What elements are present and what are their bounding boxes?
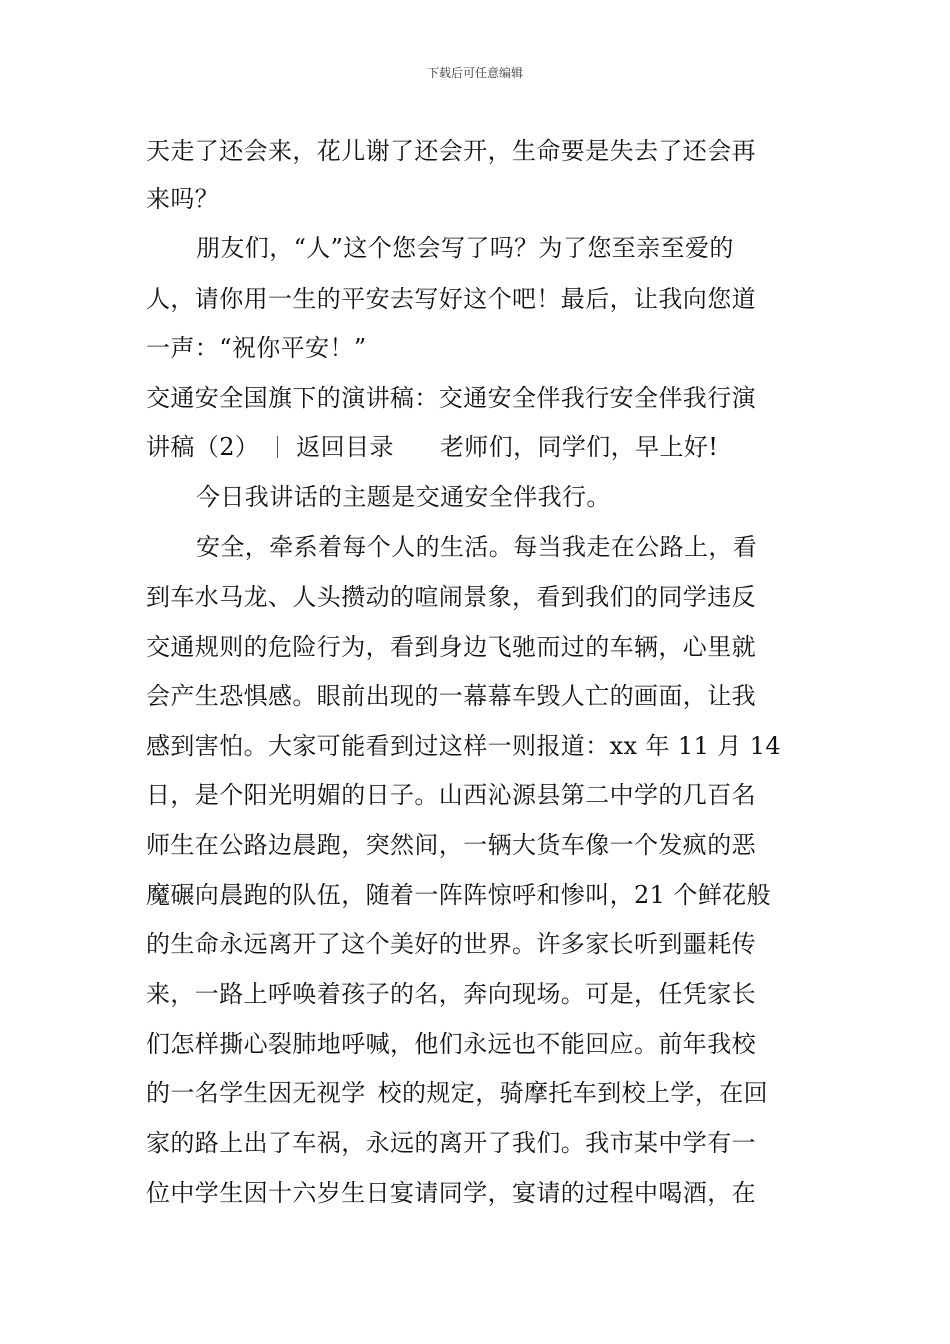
section-title-line: 交通安全国旗下的演讲稿：交通安全伴我行安全伴我行演 xyxy=(146,384,756,412)
paragraph-line: 来，一路上呼唤着孩子的名，奔向现场。可是，任凭家长 xyxy=(146,980,756,1008)
section-title-end: 讲稿（2） xyxy=(146,433,260,461)
paragraph-line: 会产生恐惧感。眼前出现的一幕幕车毁人亡的画面，让我 xyxy=(146,682,756,710)
paragraph-line: 魔碾向晨跑的队伍，随着一阵阵惊呼和惨叫，21 个鲜花般 xyxy=(146,881,771,909)
greeting: 老师们，同学们，早上好! xyxy=(439,433,719,461)
paragraph-line: 师生在公路边晨跑，突然间，一辆大货车像一个发疯的恶 xyxy=(146,831,756,859)
paragraph-line: 天走了还会来，花儿谢了还会开，生命要是失去了还会再 xyxy=(146,137,756,165)
paragraph-line: 来吗？ xyxy=(146,185,220,213)
paragraph-line: 到车水马龙、人头攒动的喧闹景象，看到我们的同学违反 xyxy=(146,583,756,611)
paragraph-line: 一声：“祝你平安！” xyxy=(146,334,367,362)
line-part: 的一名学生因无视学 xyxy=(146,1079,366,1107)
paragraph-line: 人，请你用一生的平安去写好这个吧！最后，让我向您道 xyxy=(146,285,756,313)
section-title-row xyxy=(146,432,718,462)
page-header: 下载后可任意编辑 xyxy=(426,66,523,80)
paragraph-line: 安全，牵系着每个人的生活。每当我走在公路上，看 xyxy=(196,533,758,561)
paragraph-line: 朋友们，“人”这个您会写了吗？为了您至亲至爱的 xyxy=(196,234,734,262)
paragraph-line: 日，是个阳光明媚的日子。山西沁源县第二中学的几百名 xyxy=(146,781,756,809)
paragraph-line: 今日我讲话的主题是交通安全伴我行。 xyxy=(196,483,611,511)
paragraph-line xyxy=(146,1078,768,1108)
paragraph-line: 的生命永远离开了这个美好的世界。许多家长听到噩耗传 xyxy=(146,930,756,958)
divider xyxy=(277,436,278,458)
paragraph-line: 感到害怕。大家可能看到过这样一则报道：xx 年 11 月 14 xyxy=(146,732,782,760)
line-part: 校的规定，骑摩托车到校上学，在回 xyxy=(377,1079,769,1107)
paragraph-line: 们怎样撕心裂肺地呼喊，他们永远也不能回应。前年我校 xyxy=(146,1030,756,1058)
back-to-toc-link[interactable]: 返回目录 xyxy=(296,433,394,461)
paragraph-line: 家的路上出了车祸，永远的离开了我们。我市某中学有一 xyxy=(146,1129,756,1157)
paragraph-line: 位中学生因十六岁生日宴请同学，宴请的过程中喝酒，在 xyxy=(146,1179,756,1207)
paragraph-line: 交通规则的危险行为，看到身边飞驰而过的车辆，心里就 xyxy=(146,633,756,661)
